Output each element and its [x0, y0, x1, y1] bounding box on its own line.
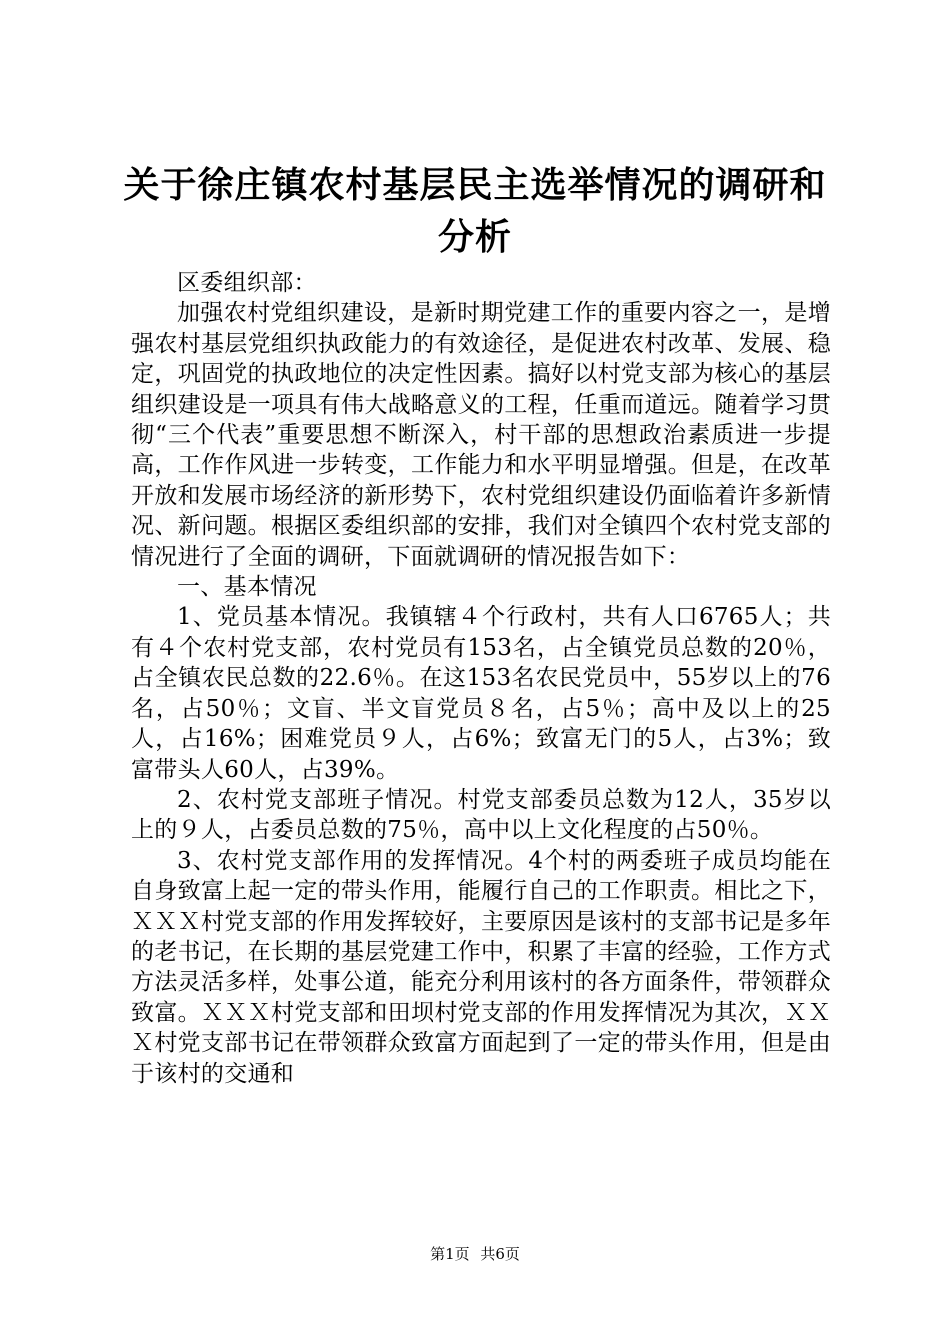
- page-number: 第1页: [430, 1245, 470, 1263]
- paragraph-members: 1、党员基本情况。我镇辖４个行政村，共有人口6765人；共有４个农村党支部，农村党员有153名，占全镇党员总数的20％，占全镇农民总数的22.6％。在这153名农民党员中，55岁以上的76名，占50％；文盲、半文盲党员８名，占5％；高中及以上的25人，占16%；困难党员９人，占6%；致富无门的5人，占3%；致富带头人60人，占39%。: [131, 604, 831, 783]
- paragraph-branch-team: 2、农村党支部班子情况。村党支部委员总数为12人，35岁以上的９人，占委员总数的75％，高中以上文化程度的占50％。: [131, 786, 831, 844]
- page-footer: [0, 1244, 950, 1264]
- paragraph-intro: 加强农村党组织建设，是新时期党建工作的重要内容之一，是增强农村基层党组织执政能力的有效途径，是促进农村改革、发展、稳定，巩固党的执政地位的决定性因素。搞好以村党支部为核心的基层组织建设是一项具有伟大战略意义的工程，任重而道远。随着学习贯彻“三个代表”重要思想不断深入，村干部的思想政治素质进一步提高，工作作风进一步转变，工作能力和水平明显增强。但是，在改革开放和发展市场经济的新形势下，农村党组织建设仍面临着许多新情况、新问题。根据区委组织部的安排，我们对全镇四个农村党支部的情况进行了全面的调研，下面就调研的情况报告如下：: [131, 300, 831, 570]
- paragraph-branch-role: 3、农村党支部作用的发挥情况。4个村的两委班子成员均能在自身致富上起一定的带头作用，能履行自己的工作职责。相比之下，ＸＸＸ村党支部的作用发挥较好，主要原因是该村的支部书记是多年的老书记，在长期的基层党建工作中，积累了丰富的经验，工作方式方法灵活多样，处事公道，能充分利用该村的各方面条件，带领群众致富。ＸＸＸ村党支部和田坝村党支部的作用发挥情况为其次，ＸＸＸ村党支部书记在带领群众致富方面起到了一定的带头作用，但是由于该村的交通和: [131, 847, 831, 1087]
- section-heading-basic: 一、基本情况: [177, 574, 317, 601]
- document-title: 关于徐庄镇农村基层民主选举情况的调研和分析: [123, 165, 827, 258]
- document-body: [131, 268, 831, 1089]
- salutation: 区委组织部：: [177, 270, 317, 296]
- page-total: 共6页: [480, 1245, 520, 1263]
